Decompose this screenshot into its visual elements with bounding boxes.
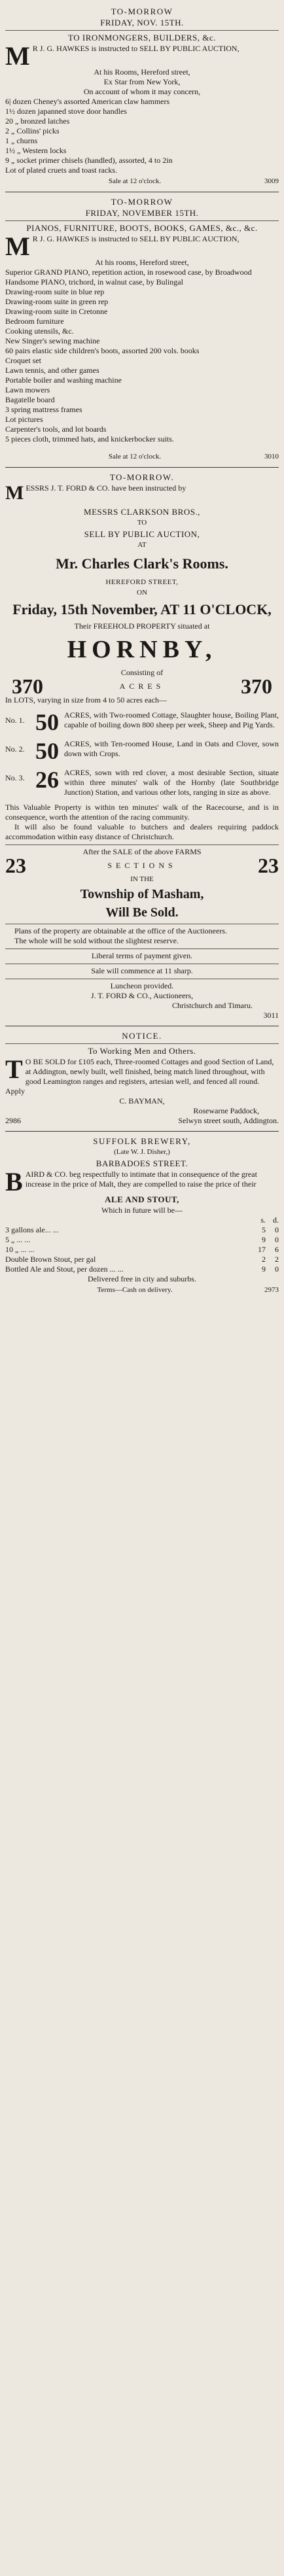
list-item: Drawing-room suite in Cretonne: [5, 307, 108, 316]
ad1-place1: At his Rooms, Hereford street,: [94, 67, 190, 77]
ad-hornby-freehold-auction: [5, 470, 279, 1023]
price-unit-shillings: s.: [260, 1215, 266, 1225]
ad4-body-block: [5, 1057, 279, 1096]
ad3-rooms: Mr. Charles Clark's Rooms.: [56, 555, 228, 572]
ad1-to: TO IRONMONGERS, BUILDERS, &c.: [68, 33, 216, 43]
price-pence: 0: [275, 1225, 279, 1234]
ad-suffolk-brewery: [5, 1134, 279, 1298]
price-unit-pence: d.: [273, 1215, 279, 1225]
list-item: 3 spring mattress frames: [5, 405, 82, 414]
drop-cap: T: [5, 1057, 23, 1084]
list-item: 60 pairs elastic side children's boots, assorted 200 vols. books: [5, 346, 200, 355]
list-item: Superior GRAND PIANO, repetition action, in rosewood case, by Broadwood: [5, 268, 252, 277]
drop-cap: M: [5, 44, 30, 67]
acres-banner: [12, 674, 272, 698]
price-desc: 10 „ ... ...: [5, 1245, 35, 1254]
price-pence: 2: [275, 1255, 279, 1264]
ad5-footer: [5, 1285, 279, 1295]
price-row: [5, 1235, 279, 1245]
price-shillings: 17: [258, 1245, 266, 1254]
price-units-row: [5, 1215, 279, 1225]
spacer: [5, 444, 279, 451]
ad3-luncheon: Luncheon provided.: [110, 981, 174, 990]
ad-pianos-furniture-auction: [5, 194, 279, 464]
lot-label: No. 3.: [5, 773, 25, 782]
sections-number-right: 23: [258, 854, 279, 877]
ad3-sign1: J. T. FORD & CO., Auctioneers,: [90, 991, 194, 1000]
list-item: 2 „ Collins' picks: [5, 126, 60, 135]
price-pence: 0: [275, 1235, 279, 1244]
ad3-sign2: Christchurch and Timaru.: [172, 1001, 253, 1010]
price-pence: 0: [275, 1264, 279, 1274]
lot-acres: 50: [35, 709, 59, 735]
ad3-township: Township of Masham,: [80, 887, 204, 901]
list-item: Croquet set: [5, 356, 41, 365]
ad5-body-block: [5, 1170, 279, 1193]
price-shillings: 9: [262, 1264, 266, 1274]
list-item: 1½ „ Western locks: [5, 146, 67, 155]
ad5-ref: 2973: [264, 1286, 279, 1294]
ad2-date: FRIDAY, NOVEMBER 15TH.: [85, 208, 199, 218]
ad1-ref: 3009: [264, 177, 279, 185]
ad3-plans: Plans of the property are obtainable at the office of the Auctioneers.: [14, 926, 227, 935]
ad3-in-the: IN THE: [130, 875, 154, 883]
divider: [5, 1131, 279, 1132]
ad3-sell: SELL BY PUBLIC AUCTION,: [84, 529, 200, 539]
ad1-footer: [5, 177, 279, 186]
drop-cap: M: [5, 234, 30, 258]
list-item: 5 pieces cloth, trimmed hats, and knickerbocker suits.: [5, 434, 174, 444]
price-desc: 5 „ ... ...: [5, 1235, 31, 1244]
ad1-sale-time: Sale at 12 o'clock.: [108, 177, 162, 185]
list-item: Bedroom furniture: [5, 317, 64, 326]
price-row: [5, 1264, 279, 1274]
list-item: New Singer's sewing machine: [5, 336, 100, 345]
ad4-footer: [5, 1116, 279, 1126]
list-item: 6| dozen Cheney's assorted American claw hammers: [5, 97, 170, 106]
list-item: 20 „ bronzed latches: [5, 116, 70, 126]
price-row: [5, 1245, 279, 1255]
divider: [5, 467, 279, 468]
ad4-addr1: Rosewarne Paddock,: [193, 1106, 259, 1115]
list-item: Carpenter's tools, and lot boards: [5, 425, 107, 434]
price-desc: Bottled Ale and Stout, per dozen ... ...: [5, 1264, 124, 1274]
ad5-delivered: Delivered free in city and suburbs.: [88, 1274, 196, 1283]
divider: [5, 1043, 279, 1044]
ad2-place1: At his rooms, Hereford street,: [95, 258, 189, 267]
lot-acres: 50: [35, 738, 59, 764]
ad1-place2: Ex Star from New York,: [103, 77, 181, 86]
ad2-intro-block: [5, 234, 279, 258]
ad1-date: FRIDAY, NOV. 15TH.: [100, 18, 184, 27]
list-item: Handsome PIANO, trichord, in walnut case, by Bulingal: [5, 277, 183, 287]
ad5-street: BARBADOES STREET.: [96, 1158, 188, 1168]
ad3-intro-block: [5, 483, 279, 502]
acres-number-left: 370: [12, 674, 43, 698]
ad3-client: MESSRS CLARKSON BROS.,: [84, 507, 200, 517]
ad4-name: C. BAYMAN,: [119, 1096, 165, 1105]
list-item: Drawing-room suite in green rep: [5, 297, 109, 306]
ad3-when: Friday, 15th November, AT 11 O'CLOCK,: [12, 601, 272, 618]
list-item: Lot of plated cruets and toast racks.: [5, 165, 117, 175]
price-desc: 3 gallons ale... ...: [5, 1225, 59, 1234]
acres-word: ACRES: [119, 682, 165, 691]
price-shillings: 9: [262, 1235, 266, 1244]
ad4-ref: 2986: [5, 1116, 21, 1125]
lot-entry: [5, 710, 279, 734]
sections-banner: [5, 854, 279, 877]
ad3-will-be-sold: Will Be Sold.: [105, 905, 179, 920]
ad3-their: Their FREEHOLD PROPERTY situated at: [74, 621, 210, 631]
ad-cottages-notice: [5, 1028, 279, 1128]
ad3-street: HEREFORD STREET,: [105, 578, 179, 586]
sections-number-left: 23: [5, 854, 26, 877]
list-item: Bagatelle board: [5, 395, 55, 404]
ad4-body: O BE SOLD for £105 each, Three-roomed Cottages and good Section of Land, at Addington, newly built, well finished, being match lined throughout, with good Leamington ranges and registers, artesian well, and fenced all round. Apply: [5, 1057, 274, 1096]
price-pence: 6: [275, 1245, 279, 1254]
ad3-lots-intro: In LOTS, varying in size from 4 to 50 acres each—: [5, 695, 167, 705]
list-item: Drawing-room suite in blue rep: [5, 287, 105, 296]
divider: [5, 30, 279, 31]
ad4-heading: NOTICE.: [122, 1031, 162, 1041]
ad5-terms: Terms—Cash on delivery.: [97, 1286, 173, 1294]
ad3-commence: Sale will commence at 11 sharp.: [91, 966, 193, 975]
drop-cap: M: [5, 483, 24, 502]
list-item: 1 „ churns: [5, 136, 38, 145]
list-item: Portable boiler and washing machine: [5, 375, 122, 385]
ad2-heading: TO-MORROW: [111, 197, 173, 207]
ad5-product: ALE AND STOUT,: [105, 1194, 179, 1204]
ad4-addr2: Selwyn street south, Addington.: [178, 1116, 279, 1125]
ad3-terms: Liberal terms of payment given.: [91, 951, 193, 960]
list-item: Cooking utensils, &c.: [5, 326, 74, 336]
divider: [5, 844, 279, 845]
ad2-sale-time: Sale at 12 o'clock.: [108, 453, 162, 461]
ad5-which: Which in future will be—: [101, 1206, 183, 1215]
list-item: Lawn mowers: [5, 385, 50, 394]
acres-number-right: 370: [241, 674, 272, 698]
ad1-heading: TO-MORROW: [111, 7, 173, 16]
ad2-footer: [5, 452, 279, 462]
list-item: 9 „ socket primer chisels (handled), assorted, 4 to 2in: [5, 156, 173, 165]
list-item: Lawn tennis, and other games: [5, 366, 99, 375]
ad3-intro: ESSRS J. T. FORD & CO. have been instructed by: [26, 483, 186, 493]
spacer: [5, 502, 279, 506]
ad-ironmongers-auction: [5, 4, 279, 189]
list-item: Lot pictures: [5, 415, 43, 424]
sections-word: SECTIONS: [107, 861, 177, 870]
ad1-intro-block: [5, 44, 279, 67]
ad3-ref: 3011: [263, 1011, 279, 1020]
lot-label: No. 1.: [5, 716, 25, 725]
ad2-intro: R J. G. HAWKES is instructed to SELL BY PUBLIC AUCTION,: [32, 234, 240, 243]
price-shillings: 5: [262, 1225, 266, 1234]
lot-description: ACRES, with Two-roomed Cottage, Slaughter house, Boiling Plant, capable of boiling down 800 sheep per week, Sheep and Pig Yards.: [64, 710, 279, 729]
lot-entry: [5, 739, 279, 763]
price-units-spacer: [5, 1215, 253, 1225]
ad5-body: AIRD & CO. beg respectfully to intimate that in consequence of the great increase in the price of Malt, they are compelled to raise the price of their: [25, 1170, 257, 1189]
ad4-to: To Working Men and Others.: [88, 1046, 196, 1056]
ad3-para2: It will also be found valuable to butchers and dealers requiring paddock accommodation within easy distance of Christchurch.: [5, 822, 279, 841]
list-item: 1½ dozen japanned stove door handles: [5, 107, 127, 116]
lot-label: No. 2.: [5, 744, 25, 754]
ad5-title: SUFFOLK BREWERY,: [93, 1136, 191, 1146]
ad3-place: HORNBY,: [67, 636, 217, 663]
ad1-intro: R J. G. HAWKES is instructed to SELL BY PUBLIC AUCTION,: [32, 44, 240, 53]
lot-description: ACRES, with Ten-roomed House, Land in Oats and Clover, sown down with Crops.: [64, 739, 279, 758]
ad3-consisting: Consisting of: [120, 668, 164, 677]
ad3-whole: The whole will be sold without the slightest reserve.: [14, 936, 179, 945]
price-desc: Double Brown Stout, per gal: [5, 1255, 96, 1264]
ad2-title: PIANOS, FURNITURE, BOOTS, BOOKS, GAMES, &c., &c.: [26, 223, 258, 233]
ad3-heading: TO-MORROW.: [109, 472, 175, 482]
lot-entry: [5, 768, 279, 797]
ad3-at: AT: [137, 541, 147, 549]
divider: [5, 220, 279, 221]
lot-description: ACRES, sown with red clover, a most desirable Section, situate within three minutes' walk of the Hornby (late Southbridge Junction) Station, and various other lots, ranging in size as above.: [64, 768, 279, 797]
drop-cap: B: [5, 1170, 23, 1193]
ad3-to: TO: [137, 519, 147, 527]
ad2-ref: 3010: [264, 453, 279, 461]
ad3-after: After the SALE of the above FARMS: [82, 847, 202, 856]
price-shillings: 2: [262, 1255, 266, 1264]
price-row: [5, 1225, 279, 1235]
lot-acres: 26: [35, 767, 59, 793]
ad3-on: ON: [137, 589, 147, 597]
ad1-account: On account of whom it may concern,: [83, 87, 201, 96]
ad3-para1: This Valuable Property is within ten minutes' walk of the Racecourse, and is in consequence, worth the attention of the racing community.: [5, 803, 279, 822]
price-row: [5, 1255, 279, 1264]
ad5-sub: (Late W. J. Disher,): [114, 1148, 170, 1156]
